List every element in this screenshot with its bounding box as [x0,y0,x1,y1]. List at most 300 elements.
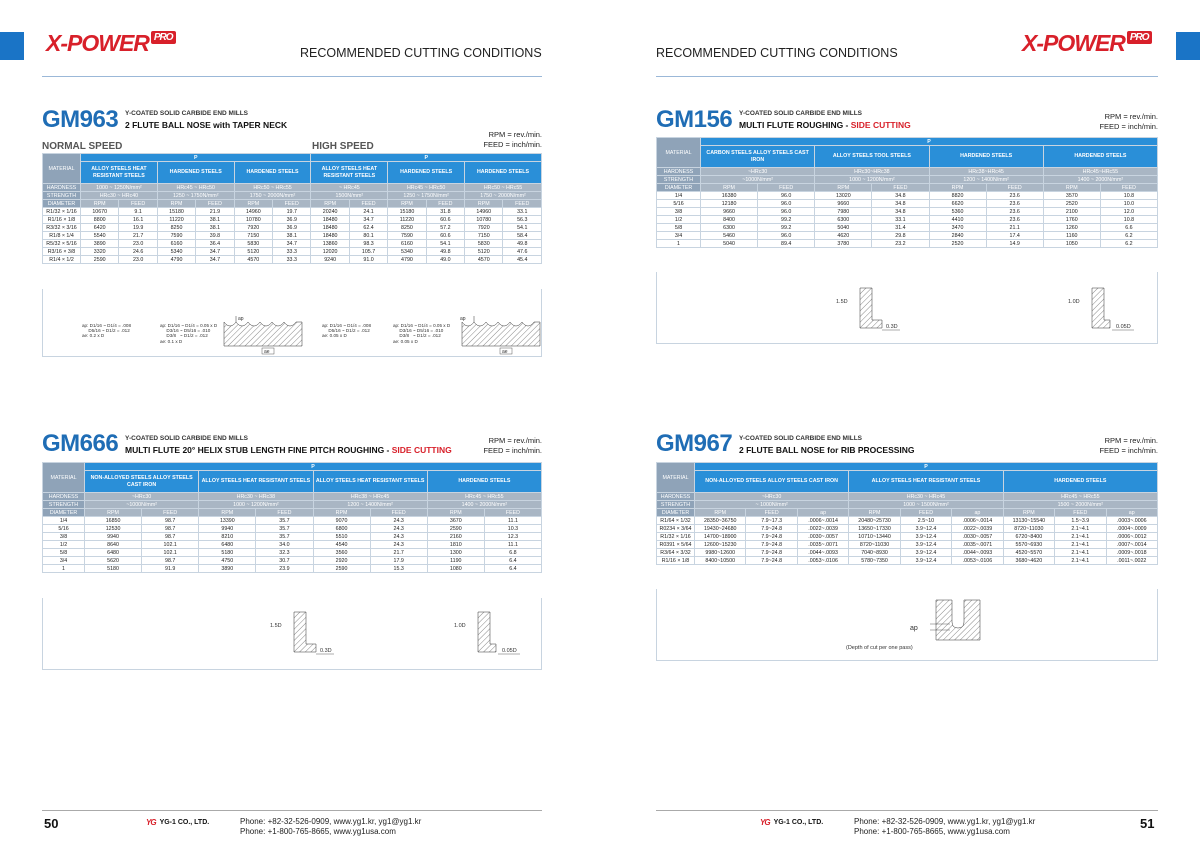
gm963-note-1: ap: D1/16 ~ D1/4 = .008 D5/16 ~ D1/2 = .012 ae: 0.2 x D [82,323,132,339]
table-row [43,501,542,509]
material-label: MATERIAL [43,463,85,493]
feed-header: FEED [426,200,464,208]
value-cell: 3.9~12.4 [900,549,951,557]
value-cell: 15180 [157,208,195,216]
strength-value: 1250 ~ 1750N/mm² [157,192,234,200]
value-cell: 7040~8930 [849,549,900,557]
value-cell: 98.7 [142,557,199,565]
value-cell: 2.1~4.1 [1055,533,1106,541]
table-row [43,184,542,192]
rpm-header: RPM [388,200,426,208]
xpower-logo-right: X-POWER PRO [1022,30,1152,57]
value-cell: 20480~25730 [849,517,900,525]
gm156-subtitle1: Y-COATED SOLID CARBIDE END MILLS [739,110,863,117]
table-row [657,200,1158,208]
value-cell: 12.3 [484,533,541,541]
table-row [657,224,1158,232]
xpower-logo-left: X-POWER PRO [46,30,176,57]
material-header: HARDENED STEELS [929,146,1043,168]
value-cell: 2.1~4.1 [1055,557,1106,565]
diameter-cell: R1/32 × 1/16 [657,533,695,541]
value-cell: 21.9 [196,208,234,216]
rpm-header: RPM [815,184,872,192]
value-cell: 98.7 [142,525,199,533]
strength-value: 1400 ~ 2000N/mm² [427,501,541,509]
material-label: MATERIAL [43,154,81,184]
strength-value: 1000 ~ 1200N/mm² [199,501,313,509]
gm963-code: GM963 [42,106,119,133]
header-rule-right [656,76,1158,77]
feed-header: FEED [370,509,427,517]
yg1-logo-icon: YG [760,818,770,827]
value-cell: 57.2 [426,224,464,232]
value-cell: 11220 [157,216,195,224]
gm156-side-cut-diagram-2 [1062,284,1142,336]
value-cell: 9660 [815,200,872,208]
value-cell: 7.9~24.8 [746,541,797,549]
ap-header: ap [952,509,1003,517]
value-cell: 5340 [388,248,426,256]
value-cell: 1760 [1043,216,1100,224]
gm967-caption: (Depth of cut per one pass) [846,645,913,651]
value-cell: 98.7 [142,533,199,541]
rib-processing-diagram [900,598,990,644]
svg-text:0.05D: 0.05D [1116,324,1131,330]
value-cell: 12180 [701,200,758,208]
rpm-header: RPM [701,184,758,192]
value-cell: 24.3 [370,525,427,533]
value-cell: 5780~7350 [849,557,900,565]
value-cell: 19430~24680 [695,525,746,533]
value-cell: 14960 [465,208,503,216]
value-cell: 5830 [234,240,272,248]
table-row [657,533,1158,541]
value-cell: 4790 [388,256,426,264]
value-cell: .0044~.0093 [952,549,1003,557]
value-cell: 8820 [929,192,986,200]
value-cell: 23.6 [986,208,1043,216]
value-cell: 24.1 [349,208,387,216]
value-cell: 24.6 [119,248,157,256]
value-cell: 12600~15230 [695,541,746,549]
value-cell: 18480 [311,232,349,240]
material-header: HARDENED STEELS [1043,146,1157,168]
value-cell: 11.1 [484,541,541,549]
gm666-side-cut-diagram-1 [264,608,344,660]
table-row [657,525,1158,533]
strength-value: 1000 ~ 1200N/mm² [815,176,929,184]
gm967-table [656,462,1158,565]
value-cell: .0035~.0071 [797,541,848,549]
value-cell: 38.1 [196,216,234,224]
value-cell: 18480 [311,216,349,224]
value-cell: 5510 [313,533,370,541]
table-row [43,509,542,517]
value-cell: 38.1 [273,232,311,240]
strength-label: STRENGTH [43,501,85,509]
feed-header: FEED [119,200,157,208]
table-row [657,208,1158,216]
hardness-value: ~HRc30 [85,493,199,501]
material-header: ALLOY STEELS HEAT RESISTANT STEELS [199,471,313,493]
table-row [43,525,542,533]
diameter-label: DIAMETER [43,200,81,208]
material-header: ALLOY STEELS HEAT RESISTANT STEELS [311,162,388,184]
value-cell: 1260 [1043,224,1100,232]
value-cell: .0030~.0057 [797,533,848,541]
diameter-label: DIAMETER [657,509,695,517]
table-row [657,240,1158,248]
value-cell: 13020 [815,192,872,200]
table-row [43,256,542,264]
feed-header: FEED [256,509,313,517]
value-cell: 2.1~4.1 [1055,541,1106,549]
value-cell: 13860 [311,240,349,248]
value-cell: 36.9 [273,224,311,232]
diameter-cell: R1/16 × 1/8 [43,216,81,224]
table-row [43,557,542,565]
value-cell: 7.9~24.8 [746,525,797,533]
value-cell: 2590 [427,525,484,533]
feed-header: FEED [872,184,929,192]
value-cell: 7150 [234,232,272,240]
material-header: ALLOY STEELS HEAT RESISTANT STEELS [313,471,427,493]
diameter-cell: R1/32 × 1/16 [43,208,81,216]
gm967-subtitle2: 2 FLUTE BALL NOSE for RIB PROCESSING [739,445,915,455]
rpm-header: RPM [199,509,256,517]
gm666-subtitle2: MULTI FLUTE 20° HELIX STUB LENGTH FINE PITCH ROUGHING - SIDE CUTTING [125,445,452,455]
value-cell: 4790 [157,256,195,264]
value-cell: 3.9~12.4 [900,541,951,549]
value-cell: 9980~12600 [695,549,746,557]
value-cell: 1160 [1043,232,1100,240]
feed-header: FEED [1055,509,1106,517]
value-cell: 6800 [313,525,370,533]
value-cell: 34.7 [349,216,387,224]
value-cell: 8800 [81,216,119,224]
value-cell: 3.9~12.4 [900,525,951,533]
strength-label: STRENGTH [43,192,81,200]
value-cell: .0022~.0039 [797,525,848,533]
strength-value: 1200 ~ 1400N/mm² [313,501,427,509]
value-cell: 4570 [465,256,503,264]
value-cell: 10780 [234,216,272,224]
hardness-value: ~ HRc45 [311,184,388,192]
gm967-units: RPM = rev./min. FEED = inch/min. [1099,436,1158,455]
normal-speed-label: NORMAL SPEED [42,141,123,152]
value-cell: 2.1~4.1 [1055,549,1106,557]
hardness-value: HRc45 ~ HRc55 [1003,493,1157,501]
feed-header: FEED [349,200,387,208]
hardness-value: HRc45~HRc55 [1043,168,1157,176]
value-cell: 6480 [85,549,142,557]
value-cell: 10.8 [1100,216,1157,224]
table-row [657,509,1158,517]
hardness-value: HRc45 ~ HRc50 [388,184,465,192]
value-cell: .0035~.0071 [952,541,1003,549]
svg-text:ap: ap [238,316,244,322]
value-cell: 7.9~24.8 [746,549,797,557]
hardness-label: HARDNESS [43,493,85,501]
value-cell: 23.6 [986,192,1043,200]
gm666-code: GM666 [42,430,119,457]
value-cell: 33.1 [872,216,929,224]
contact-right: Phone: +82-32-526-0909, www.yg1.kr, yg1@yg1.kr Phone: +1-800-765-8665, www.yg1usa.com [854,817,1036,836]
value-cell: 5180 [85,565,142,573]
ap-header: ap [797,509,848,517]
page-title-left: RECOMMENDED CUTTING CONDITIONS [300,46,542,60]
p-group-cell: P [701,138,1158,146]
value-cell: 9940 [199,525,256,533]
svg-text:0.3D: 0.3D [886,324,898,330]
value-cell: 7150 [465,232,503,240]
value-cell: 31.4 [872,224,929,232]
value-cell: 33.3 [273,256,311,264]
yg1-logo-icon: YG [146,818,156,827]
value-cell: 32.3 [256,549,313,557]
diameter-cell: R3/16 × 3/8 [43,248,81,256]
table-row [43,541,542,549]
value-cell: 12530 [85,525,142,533]
material-label: MATERIAL [657,463,695,493]
svg-text:0.05D: 0.05D [502,648,517,654]
value-cell: 3670 [427,517,484,525]
table-row [43,565,542,573]
hardness-value: HRc50 ~ HRc55 [465,184,542,192]
value-cell: 60.6 [426,232,464,240]
value-cell: 9660 [701,208,758,216]
value-cell: 5570~6930 [1003,541,1054,549]
value-cell: 49.0 [426,256,464,264]
strength-value: ~1000N/mm² [701,176,815,184]
page-number-right: 51 [1140,816,1155,831]
table-row [657,192,1158,200]
table-row [43,232,542,240]
value-cell: 18480 [311,224,349,232]
strength-value: 1750 ~ 2000N/mm² [234,192,311,200]
value-cell: 16380 [701,192,758,200]
material-label: MATERIAL [657,138,701,168]
value-cell: 6300 [815,216,872,224]
strength-value: 1500N/mm² [311,192,388,200]
strength-value: 1750 ~ 2000N/mm² [465,192,542,200]
diameter-cell: 3/8 [657,208,701,216]
table-row [657,541,1158,549]
diameter-cell: 5/16 [43,525,85,533]
value-cell: 23.6 [986,200,1043,208]
value-cell: 4620 [815,232,872,240]
table-row [43,549,542,557]
gm963-note-2: ap: D1/16 ~ D1/4 = 0.05 x D D3/16 ~ D5/16 = .010 D3/8 ~ D1/2 = .012 ae: 0.1 x D [160,323,218,344]
svg-text:1.5D: 1.5D [836,299,848,305]
hardness-value: HRc38 ~ HRc45 [313,493,427,501]
footer-rule-left [42,810,542,811]
table-row [657,557,1158,565]
value-cell: 33.1 [503,208,542,216]
svg-text:ae: ae [502,349,508,355]
value-cell: 2840 [929,232,986,240]
feed-header: FEED [1100,184,1157,192]
rpm-header: RPM [313,509,370,517]
table-row [43,208,542,216]
value-cell: 60.6 [426,216,464,224]
value-cell: 15180 [388,208,426,216]
value-cell: 35.7 [256,517,313,525]
svg-text:1.0D: 1.0D [454,623,466,629]
value-cell: .0007~.0014 [1106,541,1158,549]
p-group-cell: P [85,463,542,471]
value-cell: 5540 [81,232,119,240]
value-cell: 5460 [701,232,758,240]
table-row [43,533,542,541]
value-cell: 8210 [199,533,256,541]
value-cell: 105.7 [349,248,387,256]
feed-header: FEED [900,509,951,517]
gm156-units: RPM = rev./min. FEED = inch/min. [1099,112,1158,131]
value-cell: 24.3 [370,541,427,549]
material-header: ALLOY STEELS HEAT RESISTANT STEELS [849,471,1003,493]
value-cell: 8720~11030 [849,541,900,549]
value-cell: 54.1 [503,224,542,232]
value-cell: 3890 [199,565,256,573]
value-cell: 8250 [388,224,426,232]
value-cell: 39.8 [196,232,234,240]
value-cell: 5340 [157,248,195,256]
value-cell: 29.8 [872,232,929,240]
table-row [43,162,542,184]
table-row [657,471,1158,493]
diameter-cell: 1 [43,565,85,573]
strength-value: ~ 1000N/mm² [695,501,849,509]
feed-header: FEED [196,200,234,208]
diameter-cell: R3/64 × 3/32 [657,549,695,557]
gm156-side-cut-diagram-1 [830,284,910,336]
value-cell: 102.1 [142,549,199,557]
strength-value: 1500 ~ 2000N/mm² [1003,501,1157,509]
material-header: HARDENED STEELS [465,162,542,184]
svg-text:1.5D: 1.5D [270,623,282,629]
value-cell: 1190 [427,557,484,565]
value-cell: 12.0 [1100,208,1157,216]
value-cell: 5620 [85,557,142,565]
value-cell: 5360 [929,208,986,216]
gm963-subtitle1: Y-COATED SOLID CARBIDE END MILLS [125,110,249,117]
value-cell: 7920 [465,224,503,232]
material-header: NON-ALLOYED STEELS ALLOY STEELS CAST IRON [85,471,199,493]
value-cell: 15.3 [370,565,427,573]
hardness-value: ~HRc30 [701,168,815,176]
value-cell: 1050 [1043,240,1100,248]
value-cell: 35.7 [256,533,313,541]
value-cell: 16.1 [119,216,157,224]
value-cell: 2590 [81,256,119,264]
value-cell: 7.9~24.8 [746,557,797,565]
table-row [657,168,1158,176]
value-cell: 99.2 [758,216,815,224]
diameter-cell: 5/16 [657,200,701,208]
diameter-cell: R1/4 × 1/2 [43,256,81,264]
table-row [43,154,542,162]
value-cell: 6.6 [1100,224,1157,232]
rpm-header: RPM [849,509,900,517]
value-cell: 23.2 [872,240,929,248]
value-cell: 2520 [1043,200,1100,208]
value-cell: 8400~10500 [695,557,746,565]
hardness-value: HRc38~HRc45 [929,168,1043,176]
svg-text:0.3D: 0.3D [320,648,332,654]
value-cell: 47.6 [503,248,542,256]
rpm-header: RPM [85,509,142,517]
value-cell: 5120 [465,248,503,256]
rpm-header: RPM [234,200,272,208]
diameter-label: DIAMETER [657,184,701,192]
value-cell: 99.2 [758,224,815,232]
value-cell: 3780 [815,240,872,248]
value-cell: 14960 [234,208,272,216]
hardness-value: HRc30 ~ HRc45 [849,493,1003,501]
value-cell: 96.0 [758,232,815,240]
value-cell: 6.2 [1100,232,1157,240]
value-cell: 34.8 [872,208,929,216]
value-cell: 34.8 [872,192,929,200]
table-row [657,493,1158,501]
value-cell: 10710~13440 [849,533,900,541]
hardness-value: HRc45 ~ HRc55 [427,493,541,501]
value-cell: 6.4 [484,565,541,573]
diameter-cell: R0391 × 5/64 [657,541,695,549]
table-row [43,192,542,200]
diameter-cell: R1/8 × 1/4 [43,232,81,240]
value-cell: 89.4 [758,240,815,248]
value-cell: 6300 [701,224,758,232]
value-cell: 1080 [427,565,484,573]
value-cell: 20240 [311,208,349,216]
table-row [657,176,1158,184]
diameter-cell: 1 [657,240,701,248]
strength-value: 1400 ~ 2000N/mm² [1043,176,1157,184]
value-cell: 6480 [199,541,256,549]
material-header: CARBON STEELS ALLOY STEELS CAST IRON [701,146,815,168]
value-cell: 8400 [701,216,758,224]
p-group-cell: P [311,154,542,162]
value-cell: 13650~17330 [849,525,900,533]
table-row [43,248,542,256]
diameter-cell: 5/8 [43,549,85,557]
feed-header: FEED [273,200,311,208]
value-cell: 17.9 [370,557,427,565]
value-cell: 7.9~17.3 [746,517,797,525]
value-cell: 10780 [465,216,503,224]
value-cell: 2.1~4.1 [1055,525,1106,533]
p-group-cell: P [695,463,1158,471]
value-cell: 14.9 [986,240,1043,248]
rpm-header: RPM [465,200,503,208]
hardness-label: HARDNESS [657,493,695,501]
value-cell: 1300 [427,549,484,557]
table-row [657,463,1158,471]
table-row [43,240,542,248]
value-cell: 98.7 [142,517,199,525]
value-cell: 21.7 [370,549,427,557]
value-cell: 5120 [234,248,272,256]
strength-value: HRc30 ~ HRc40 [81,192,158,200]
diameter-label: DIAMETER [43,509,85,517]
value-cell: 1810 [427,541,484,549]
rpm-header: RPM [157,200,195,208]
value-cell: .0009~.0018 [1106,549,1158,557]
value-cell: 6420 [81,224,119,232]
value-cell: 21.1 [986,224,1043,232]
